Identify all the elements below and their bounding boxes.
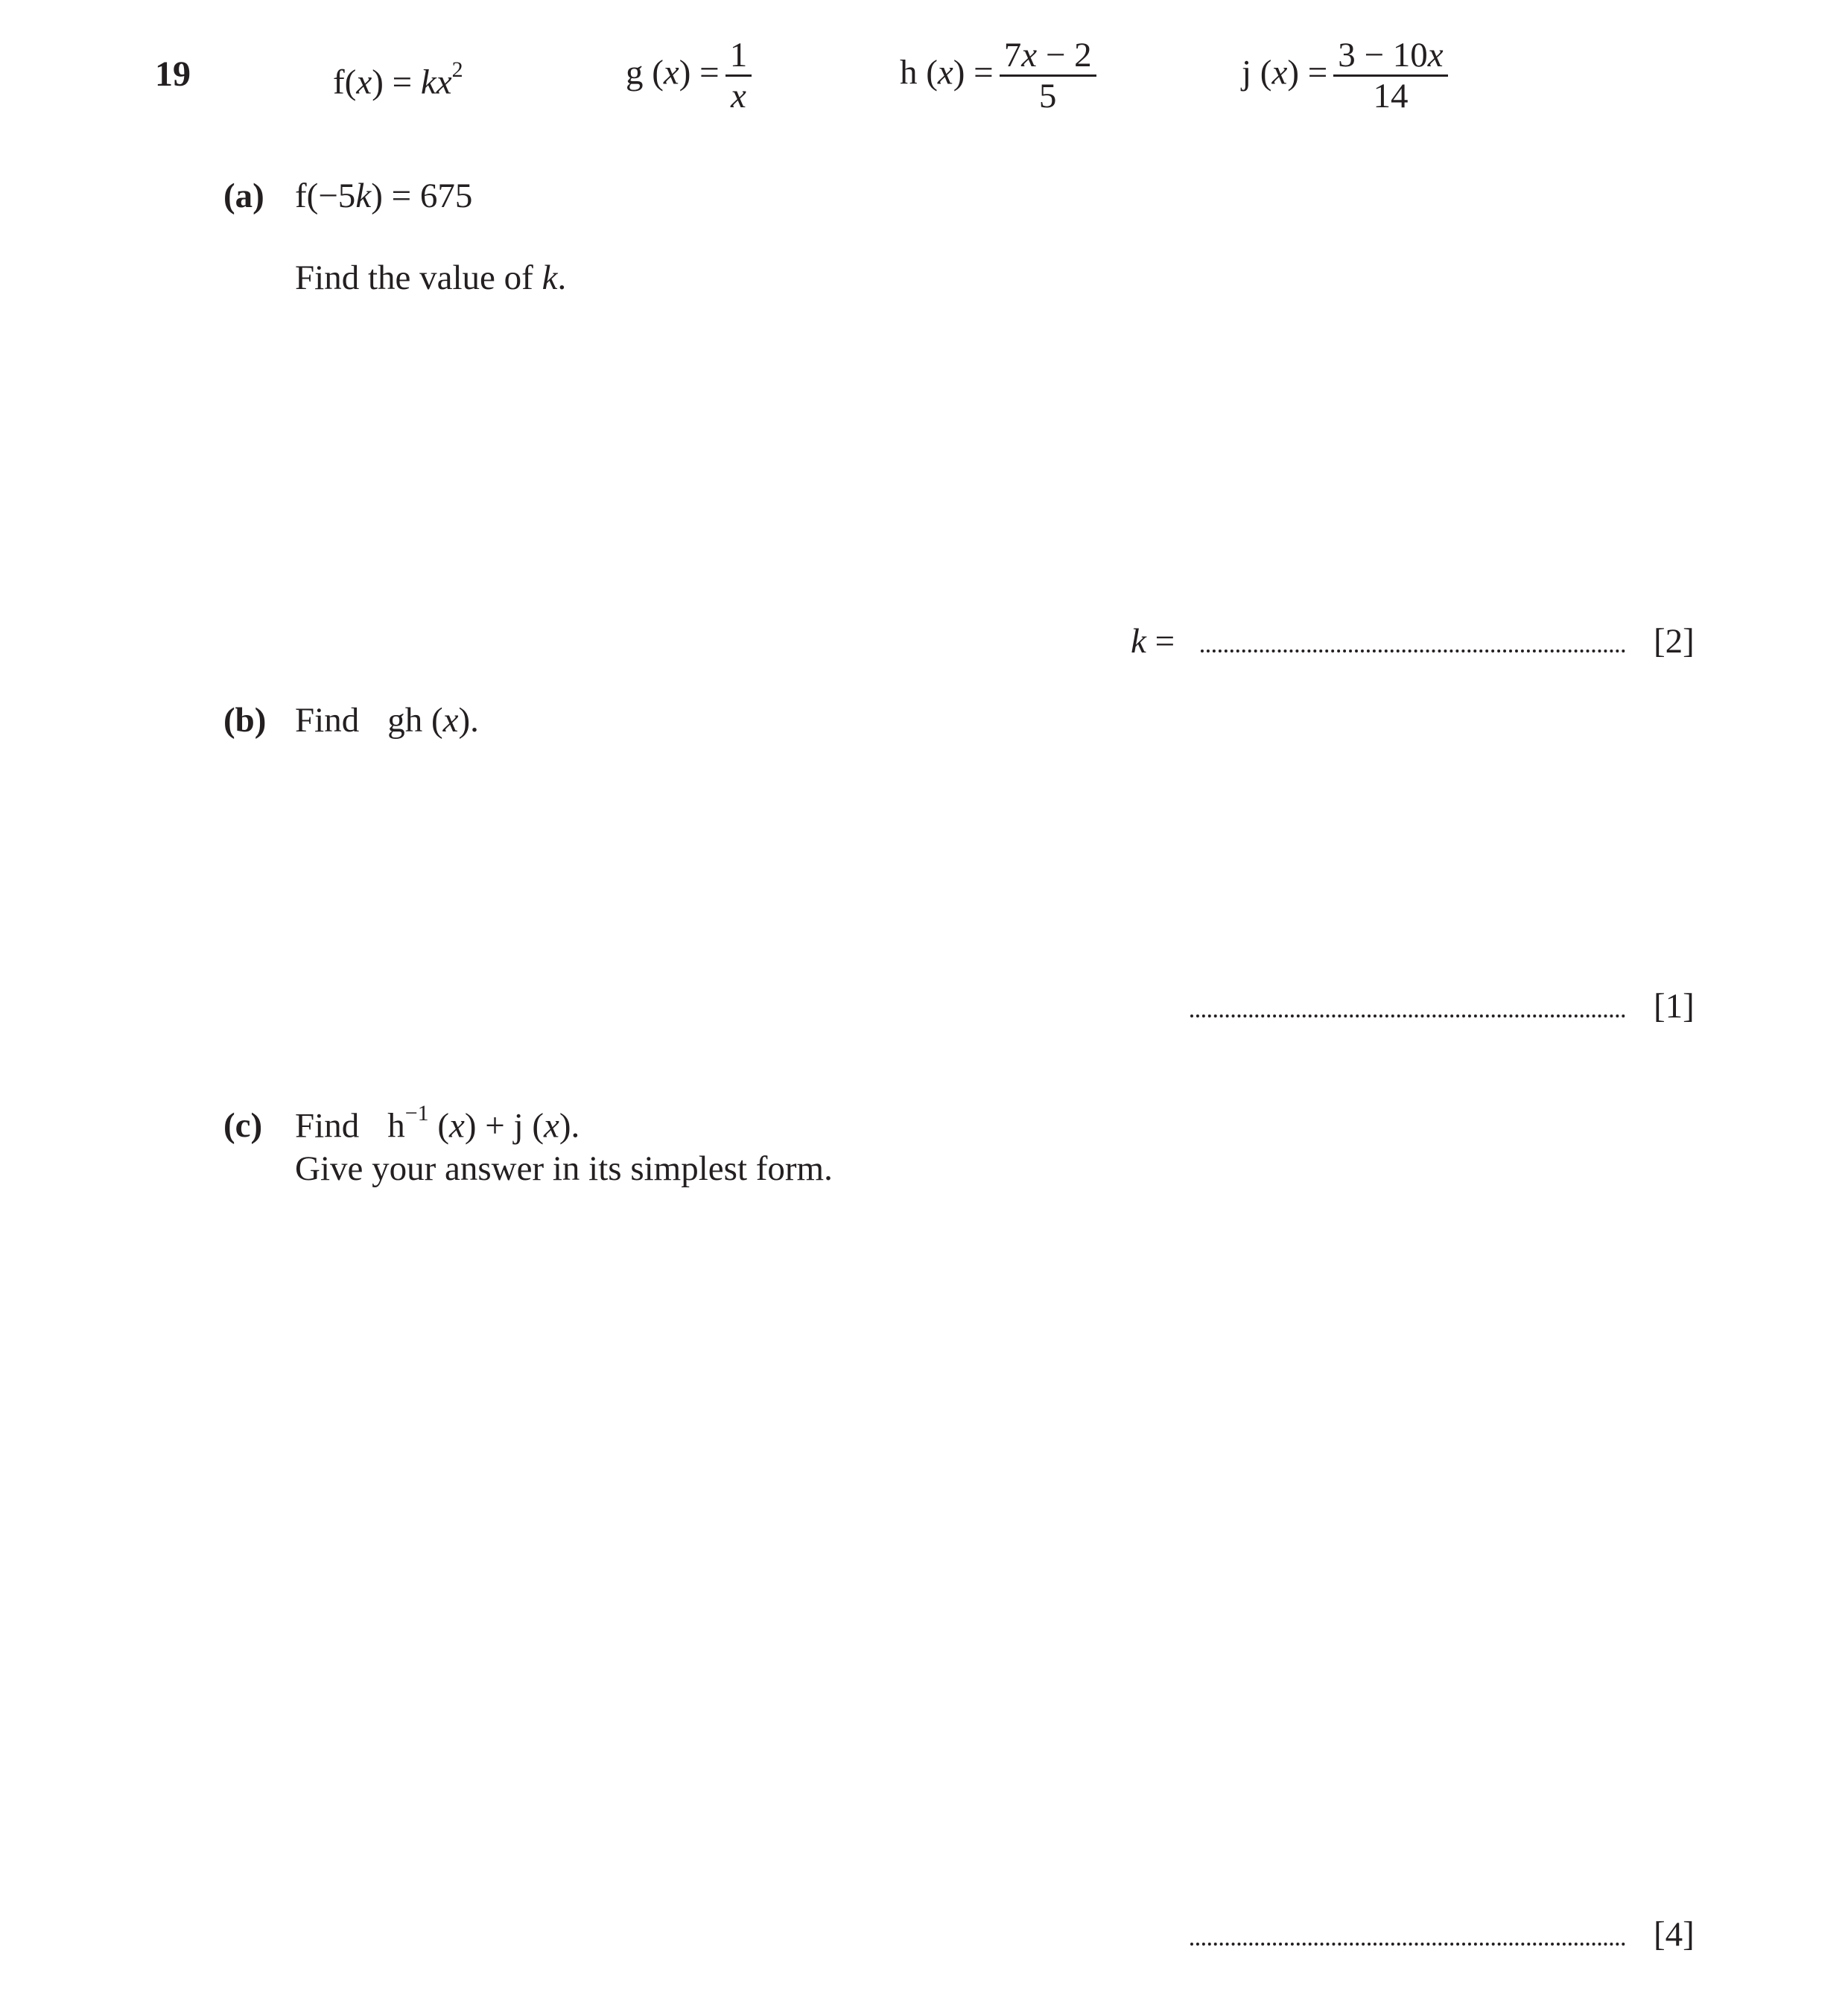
function-f: $f(x) = kx^2$ bbox=[333, 57, 463, 102]
part-a-marks: [2] bbox=[1654, 622, 1695, 661]
function-h: h (x) = $\frac{7x - 2}{5}$ bbox=[900, 37, 1096, 114]
j-fraction: $\frac{3 - 10x}{14}$ bbox=[1333, 37, 1447, 114]
part-a-instruction: Find the value of k. bbox=[295, 258, 567, 297]
question-number: 19 bbox=[155, 54, 191, 94]
function-j: j (x) = $\frac{3 - 10x}{14}$ bbox=[1242, 37, 1448, 114]
h-fraction: $\frac{7x - 2}{5}$ bbox=[1000, 37, 1096, 114]
part-b-label: (b) bbox=[223, 701, 267, 740]
part-c-answer-line[interactable] bbox=[1190, 1914, 1625, 1955]
part-a-statement: f(−5k) = 675 bbox=[295, 177, 473, 215]
part-a-answer-line[interactable] bbox=[1201, 621, 1625, 661]
part-b-answer-line[interactable] bbox=[1190, 986, 1625, 1026]
function-g: g (x) = $\frac{1}{x}$ bbox=[626, 37, 752, 114]
part-c-instruction-line2: Give your answer in its simplest form. bbox=[295, 1149, 833, 1188]
part-b-instruction: Find gh (x). bbox=[295, 701, 479, 740]
part-c-instruction: Find $h^{-1}$ (x) + j (x). bbox=[295, 1101, 580, 1146]
g-fraction: $\frac{1}{x}$ bbox=[725, 37, 752, 114]
part-c-label: (c) bbox=[223, 1106, 263, 1145]
part-a-answer-label: k = bbox=[1131, 622, 1175, 661]
part-b-marks: [1] bbox=[1654, 987, 1695, 1026]
part-c-marks: [4] bbox=[1654, 1915, 1695, 1954]
part-a-label: (a) bbox=[223, 177, 264, 215]
